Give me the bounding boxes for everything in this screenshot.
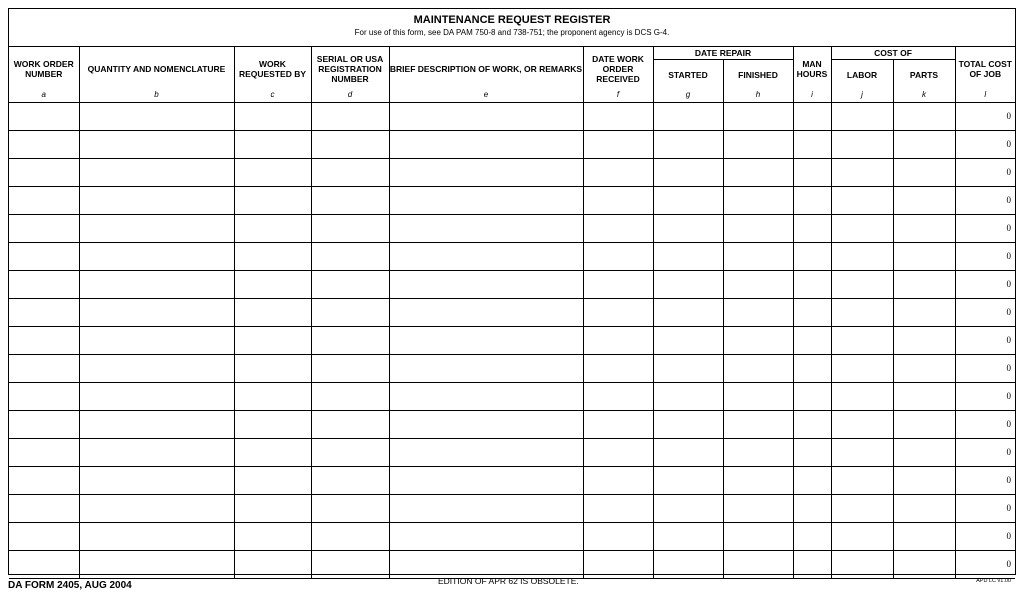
description-field[interactable]: [389, 438, 583, 466]
register-table: [9, 47, 1015, 579]
col-letter: l: [955, 90, 1015, 102]
col-group-cost-of: COST OF: [831, 47, 955, 59]
date-finished-field[interactable]: [723, 186, 793, 214]
serial-registration-field[interactable]: [311, 410, 389, 438]
labor-cost-field[interactable]: [831, 410, 893, 438]
total-cost-field[interactable]: 0: [955, 242, 1015, 270]
work-requested-by-field[interactable]: [234, 130, 311, 158]
labor-cost-field[interactable]: [831, 298, 893, 326]
total-cost-field[interactable]: 0: [955, 522, 1015, 550]
table-row: [9, 242, 1015, 270]
col-header-quantity-nomenclature: QUANTITY AND NOMENCLATURE: [79, 47, 234, 90]
work-order-number-field[interactable]: [9, 354, 79, 382]
work-order-number-field[interactable]: [9, 326, 79, 354]
table-row: [9, 102, 1015, 130]
work-order-number-field[interactable]: [9, 102, 79, 130]
parts-cost-field[interactable]: [893, 186, 955, 214]
date-finished-field[interactable]: [723, 270, 793, 298]
serial-registration-field[interactable]: [311, 270, 389, 298]
register-rows: [9, 102, 1015, 578]
description-field[interactable]: [389, 410, 583, 438]
total-cost-field[interactable]: 0: [955, 130, 1015, 158]
quantity-nomenclature-field[interactable]: [79, 410, 234, 438]
parts-cost-field[interactable]: [893, 410, 955, 438]
work-requested-by-field[interactable]: [234, 522, 311, 550]
man-hours-field[interactable]: [793, 466, 831, 494]
col-letter: i: [793, 90, 831, 102]
date-started-field[interactable]: [653, 242, 723, 270]
date-finished-field[interactable]: [723, 466, 793, 494]
date-received-field[interactable]: [583, 550, 653, 578]
quantity-nomenclature-field[interactable]: [79, 494, 234, 522]
man-hours-field[interactable]: [793, 494, 831, 522]
col-letter: h: [723, 90, 793, 102]
total-cost-field[interactable]: 0: [955, 298, 1015, 326]
description-field[interactable]: [389, 242, 583, 270]
labor-cost-field[interactable]: [831, 354, 893, 382]
work-requested-by-field[interactable]: [234, 550, 311, 578]
labor-cost-field[interactable]: [831, 466, 893, 494]
quantity-nomenclature-field[interactable]: [79, 130, 234, 158]
form-title: MAINTENANCE REQUEST REGISTER: [413, 14, 611, 26]
col-header-date-work-order-received: DATE WORK ORDER RECEIVED: [583, 47, 653, 90]
work-requested-by-field[interactable]: [234, 186, 311, 214]
description-field[interactable]: [389, 298, 583, 326]
quantity-nomenclature-field[interactable]: [79, 298, 234, 326]
total-cost-field[interactable]: 0: [955, 410, 1015, 438]
work-requested-by-field[interactable]: [234, 382, 311, 410]
serial-registration-field[interactable]: [311, 522, 389, 550]
description-field[interactable]: [389, 354, 583, 382]
total-cost-field[interactable]: 0: [955, 186, 1015, 214]
work-order-number-field[interactable]: [9, 158, 79, 186]
table-row: [9, 298, 1015, 326]
total-cost-field[interactable]: 0: [955, 270, 1015, 298]
serial-registration-field[interactable]: [311, 550, 389, 578]
description-field[interactable]: [389, 550, 583, 578]
quantity-nomenclature-field[interactable]: [79, 270, 234, 298]
table-row: [9, 410, 1015, 438]
quantity-nomenclature-field[interactable]: [79, 382, 234, 410]
parts-cost-field[interactable]: [893, 298, 955, 326]
description-field[interactable]: [389, 270, 583, 298]
labor-cost-field[interactable]: [831, 326, 893, 354]
labor-cost-field[interactable]: [831, 242, 893, 270]
edition-notice: EDITION OF APR 62 IS OBSOLETE.: [438, 576, 579, 586]
date-received-field[interactable]: [583, 382, 653, 410]
table-row: [9, 214, 1015, 242]
date-finished-field[interactable]: [723, 326, 793, 354]
date-received-field[interactable]: [583, 438, 653, 466]
work-order-number-field[interactable]: [9, 522, 79, 550]
labor-cost-field[interactable]: [831, 438, 893, 466]
date-finished-field[interactable]: [723, 494, 793, 522]
work-order-number-field[interactable]: [9, 270, 79, 298]
date-finished-field[interactable]: [723, 354, 793, 382]
quantity-nomenclature-field[interactable]: [79, 550, 234, 578]
total-cost-field[interactable]: 0: [955, 382, 1015, 410]
work-requested-by-field[interactable]: [234, 466, 311, 494]
man-hours-field[interactable]: [793, 550, 831, 578]
date-finished-field[interactable]: [723, 382, 793, 410]
date-finished-field[interactable]: [723, 242, 793, 270]
work-requested-by-field[interactable]: [234, 102, 311, 130]
col-letter: b: [79, 90, 234, 102]
parts-cost-field[interactable]: [893, 550, 955, 578]
labor-cost-field[interactable]: [831, 494, 893, 522]
quantity-nomenclature-field[interactable]: [79, 522, 234, 550]
date-received-field[interactable]: [583, 242, 653, 270]
quantity-nomenclature-field[interactable]: [79, 466, 234, 494]
date-received-field[interactable]: [583, 270, 653, 298]
col-header-serial-registration-number: SERIAL OR USA REGISTRATION NUMBER: [311, 47, 389, 90]
date-started-field[interactable]: [653, 494, 723, 522]
parts-cost-field[interactable]: [893, 130, 955, 158]
man-hours-field[interactable]: [793, 214, 831, 242]
parts-cost-field[interactable]: [893, 438, 955, 466]
parts-cost-field[interactable]: [893, 326, 955, 354]
description-field[interactable]: [389, 494, 583, 522]
description-field[interactable]: [389, 522, 583, 550]
man-hours-field[interactable]: [793, 102, 831, 130]
col-letter: e: [389, 90, 583, 102]
parts-cost-field[interactable]: [893, 270, 955, 298]
labor-cost-field[interactable]: [831, 550, 893, 578]
description-field[interactable]: [389, 158, 583, 186]
date-finished-field[interactable]: [723, 550, 793, 578]
serial-registration-field[interactable]: [311, 326, 389, 354]
parts-cost-field[interactable]: [893, 382, 955, 410]
description-field[interactable]: [389, 466, 583, 494]
date-started-field[interactable]: [653, 270, 723, 298]
col-header-work-requested-by: WORK REQUESTED BY: [234, 47, 311, 90]
labor-cost-field[interactable]: [831, 186, 893, 214]
parts-cost-field[interactable]: [893, 494, 955, 522]
serial-registration-field[interactable]: [311, 102, 389, 130]
man-hours-field[interactable]: [793, 186, 831, 214]
description-field[interactable]: [389, 326, 583, 354]
total-cost-field[interactable]: 0: [955, 354, 1015, 382]
work-order-number-field[interactable]: [9, 438, 79, 466]
serial-registration-field[interactable]: [311, 382, 389, 410]
date-started-field[interactable]: [653, 102, 723, 130]
date-started-field[interactable]: [653, 158, 723, 186]
col-letter: k: [893, 90, 955, 102]
date-started-field[interactable]: [653, 214, 723, 242]
date-started-field[interactable]: [653, 130, 723, 158]
date-finished-field[interactable]: [723, 438, 793, 466]
work-requested-by-field[interactable]: [234, 494, 311, 522]
man-hours-field[interactable]: [793, 242, 831, 270]
date-started-field[interactable]: [653, 438, 723, 466]
col-header-total-cost-of-job: TOTAL COST OF JOB: [955, 47, 1015, 90]
work-requested-by-field[interactable]: [234, 214, 311, 242]
date-received-field[interactable]: [583, 102, 653, 130]
total-cost-field[interactable]: 0: [955, 102, 1015, 130]
parts-cost-field[interactable]: [893, 102, 955, 130]
date-received-field[interactable]: [583, 298, 653, 326]
serial-registration-field[interactable]: [311, 242, 389, 270]
work-order-number-field[interactable]: [9, 466, 79, 494]
description-field[interactable]: [389, 102, 583, 130]
serial-registration-field[interactable]: [311, 158, 389, 186]
man-hours-field[interactable]: [793, 410, 831, 438]
maintenance-request-form: [8, 8, 1016, 575]
date-finished-field[interactable]: [723, 102, 793, 130]
date-started-field[interactable]: [653, 550, 723, 578]
serial-registration-field[interactable]: [311, 354, 389, 382]
version-label: APD LC v1.00: [976, 578, 1011, 584]
parts-cost-field[interactable]: [893, 466, 955, 494]
parts-cost-field[interactable]: [893, 522, 955, 550]
description-field[interactable]: [389, 214, 583, 242]
work-requested-by-field[interactable]: [234, 298, 311, 326]
col-header-parts: PARTS: [893, 59, 955, 90]
col-letter: f: [583, 90, 653, 102]
col-header-man-hours: MAN HOURS: [793, 47, 831, 90]
work-order-number-field[interactable]: [9, 494, 79, 522]
table-row: [9, 550, 1015, 578]
description-field[interactable]: [389, 130, 583, 158]
labor-cost-field[interactable]: [831, 382, 893, 410]
table-row: [9, 466, 1015, 494]
serial-registration-field[interactable]: [311, 466, 389, 494]
date-received-field[interactable]: [583, 186, 653, 214]
man-hours-field[interactable]: [793, 326, 831, 354]
date-received-field[interactable]: [583, 494, 653, 522]
parts-cost-field[interactable]: [893, 242, 955, 270]
date-started-field[interactable]: [653, 354, 723, 382]
col-header-finished: FINISHED: [723, 59, 793, 90]
table-row: [9, 130, 1015, 158]
col-group-date-repair: DATE REPAIR: [653, 47, 793, 59]
work-order-number-field[interactable]: [9, 242, 79, 270]
description-field[interactable]: [389, 382, 583, 410]
date-received-field[interactable]: [583, 214, 653, 242]
date-started-field[interactable]: [653, 410, 723, 438]
table-row: [9, 438, 1015, 466]
date-started-field[interactable]: [653, 522, 723, 550]
work-order-number-field[interactable]: [9, 298, 79, 326]
man-hours-field[interactable]: [793, 158, 831, 186]
date-finished-field[interactable]: [723, 214, 793, 242]
man-hours-field[interactable]: [793, 298, 831, 326]
date-started-field[interactable]: [653, 186, 723, 214]
date-finished-field[interactable]: [723, 130, 793, 158]
col-header-brief-description: BRIEF DESCRIPTION OF WORK, OR REMARKS: [389, 47, 583, 90]
quantity-nomenclature-field[interactable]: [79, 158, 234, 186]
total-cost-field[interactable]: 0: [955, 326, 1015, 354]
labor-cost-field[interactable]: [831, 270, 893, 298]
work-requested-by-field[interactable]: [234, 326, 311, 354]
total-cost-field[interactable]: 0: [955, 158, 1015, 186]
total-cost-field[interactable]: 0: [955, 214, 1015, 242]
date-received-field[interactable]: [583, 130, 653, 158]
man-hours-field[interactable]: [793, 130, 831, 158]
quantity-nomenclature-field[interactable]: [79, 326, 234, 354]
table-row: [9, 382, 1015, 410]
labor-cost-field[interactable]: [831, 102, 893, 130]
work-order-number-field[interactable]: [9, 130, 79, 158]
date-received-field[interactable]: [583, 354, 653, 382]
total-cost-field[interactable]: 0: [955, 466, 1015, 494]
date-received-field[interactable]: [583, 326, 653, 354]
quantity-nomenclature-field[interactable]: [79, 242, 234, 270]
serial-registration-field[interactable]: [311, 298, 389, 326]
date-started-field[interactable]: [653, 382, 723, 410]
labor-cost-field[interactable]: [831, 158, 893, 186]
work-requested-by-field[interactable]: [234, 354, 311, 382]
parts-cost-field[interactable]: [893, 354, 955, 382]
work-order-number-field[interactable]: [9, 550, 79, 578]
serial-registration-field[interactable]: [311, 214, 389, 242]
col-letter: a: [9, 90, 79, 102]
man-hours-field[interactable]: [793, 522, 831, 550]
serial-registration-field[interactable]: [311, 438, 389, 466]
col-letter: d: [311, 90, 389, 102]
parts-cost-field[interactable]: [893, 214, 955, 242]
table-row: [9, 522, 1015, 550]
work-requested-by-field[interactable]: [234, 158, 311, 186]
labor-cost-field[interactable]: [831, 214, 893, 242]
table-row: [9, 354, 1015, 382]
man-hours-field[interactable]: [793, 382, 831, 410]
table-row: [9, 494, 1015, 522]
date-finished-field[interactable]: [723, 522, 793, 550]
col-header-work-order-number: WORK ORDER NUMBER: [9, 47, 79, 90]
parts-cost-field[interactable]: [893, 158, 955, 186]
serial-registration-field[interactable]: [311, 186, 389, 214]
date-received-field[interactable]: [583, 158, 653, 186]
work-order-number-field[interactable]: [9, 186, 79, 214]
title-block: [9, 9, 1015, 47]
col-letter: g: [653, 90, 723, 102]
work-requested-by-field[interactable]: [234, 410, 311, 438]
work-order-number-field[interactable]: [9, 214, 79, 242]
work-requested-by-field[interactable]: [234, 438, 311, 466]
date-started-field[interactable]: [653, 466, 723, 494]
date-started-field[interactable]: [653, 326, 723, 354]
description-field[interactable]: [389, 186, 583, 214]
work-order-number-field[interactable]: [9, 410, 79, 438]
total-cost-field[interactable]: 0: [955, 438, 1015, 466]
man-hours-field[interactable]: [793, 354, 831, 382]
col-letter: j: [831, 90, 893, 102]
date-finished-field[interactable]: [723, 158, 793, 186]
labor-cost-field[interactable]: [831, 130, 893, 158]
date-started-field[interactable]: [653, 298, 723, 326]
work-requested-by-field[interactable]: [234, 242, 311, 270]
date-received-field[interactable]: [583, 410, 653, 438]
man-hours-field[interactable]: [793, 270, 831, 298]
labor-cost-field[interactable]: [831, 522, 893, 550]
table-row: [9, 326, 1015, 354]
date-received-field[interactable]: [583, 466, 653, 494]
table-row: [9, 186, 1015, 214]
serial-registration-field[interactable]: [311, 130, 389, 158]
table-row: [9, 158, 1015, 186]
date-finished-field[interactable]: [723, 298, 793, 326]
work-requested-by-field[interactable]: [234, 270, 311, 298]
quantity-nomenclature-field[interactable]: [79, 354, 234, 382]
col-header-started: STARTED: [653, 59, 723, 90]
date-finished-field[interactable]: [723, 410, 793, 438]
col-letter: c: [234, 90, 311, 102]
total-cost-field[interactable]: 0: [955, 494, 1015, 522]
table-row: [9, 270, 1015, 298]
quantity-nomenclature-field[interactable]: [79, 102, 234, 130]
work-order-number-field[interactable]: [9, 382, 79, 410]
date-received-field[interactable]: [583, 522, 653, 550]
serial-registration-field[interactable]: [311, 494, 389, 522]
form-identifier: DA FORM 2405, AUG 2004: [8, 580, 132, 591]
col-header-labor: LABOR: [831, 59, 893, 90]
quantity-nomenclature-field[interactable]: [79, 438, 234, 466]
form-subtitle: For use of this form, see DA PAM 750-8 and 738-751; the proponent agency is DCS G-4.: [354, 28, 670, 37]
quantity-nomenclature-field[interactable]: [79, 186, 234, 214]
man-hours-field[interactable]: [793, 438, 831, 466]
quantity-nomenclature-field[interactable]: [79, 214, 234, 242]
total-cost-field[interactable]: 0: [955, 550, 1015, 578]
